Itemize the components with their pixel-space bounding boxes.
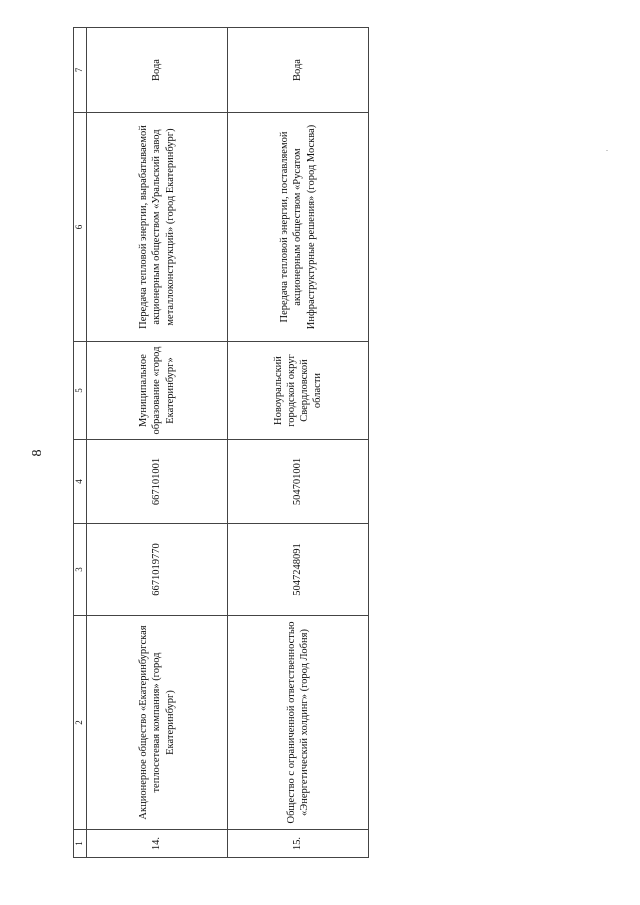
- table-container: [73, 28, 364, 858]
- kpp-cell: 504701001: [228, 440, 369, 524]
- municipality-cell: Новоуральский городской округ Свердловской области: [228, 342, 369, 440]
- organization-name-cell: Акционерное общество «Екатеринбургская теплосетевая компания» (город Екатеринбург): [87, 616, 228, 830]
- column-number-6: 6: [74, 113, 87, 342]
- column-number-1: 1: [74, 830, 87, 858]
- column-number-2: 2: [74, 616, 87, 830]
- column-number-7: 7: [74, 28, 87, 113]
- table-row: [87, 28, 228, 858]
- table-row: [228, 28, 369, 858]
- municipality-cell: Муниципальное образование «город Екатеринбург»: [87, 342, 228, 440]
- table-header-row: [74, 28, 87, 858]
- column-number-4: 4: [74, 440, 87, 524]
- column-number-5: 5: [74, 342, 87, 440]
- activity-cell: Передача тепловой энергии, вырабатываемой акционерным обществом «Уральский завод металлоконструкций» (город Екатеринбург): [87, 113, 228, 342]
- column-number-3: 3: [74, 524, 87, 616]
- organization-name-cell: Общество с ограниченной ответственностью «Энергетический холдинг» (город Лобня): [228, 616, 369, 830]
- scan-speck: [606, 150, 608, 151]
- row-number-cell: 14.: [87, 830, 228, 858]
- heat-carrier-cell: Вода: [228, 28, 369, 113]
- inn-cell: 5047248091: [228, 524, 369, 616]
- heat-carrier-cell: Вода: [87, 28, 228, 113]
- page-number: 8: [30, 449, 45, 457]
- activity-cell: Передача тепловой энергии, поставляемой акционерным обществом «Русатом Инфраструктурные решения» (город Москва): [228, 113, 369, 342]
- data-table: [73, 27, 369, 858]
- kpp-cell: 667101001: [87, 440, 228, 524]
- row-number-cell: 15.: [228, 830, 369, 858]
- inn-cell: 6671019770: [87, 524, 228, 616]
